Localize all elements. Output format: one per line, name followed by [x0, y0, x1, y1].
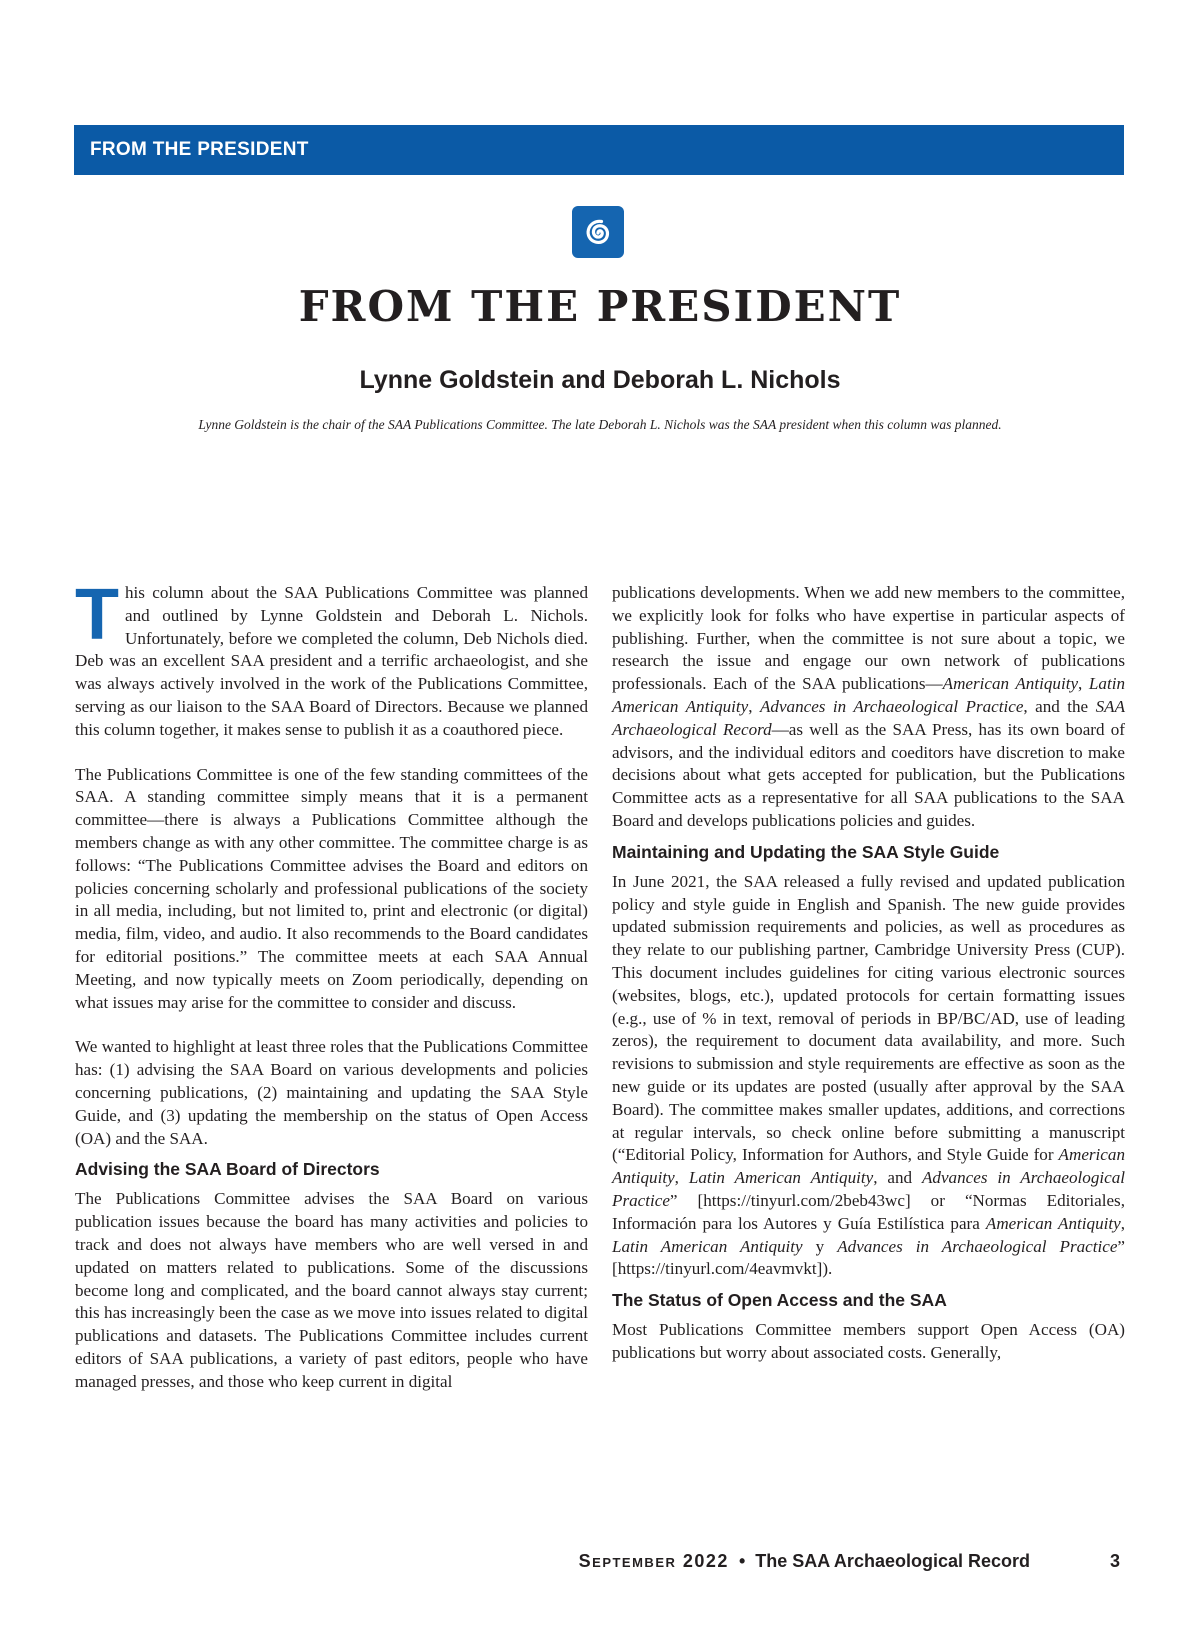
section-banner — [74, 125, 1124, 175]
paragraph: In June 2021, the SAA released a fully revised and updated publication policy and style guide in English and Spanish. The new guide provides updated submission requirements and policies, as well as procedures as they relate to our publishing partner, Cambridge University Press (CUP). This document includes guidelines for citing various electronic sources (websites, blogs, etc.), updated protocols for certain formatting issues (e.g., use of % in text, removal of periods in BP/BC/AD, use of leading zeros), the requirement to document data availability, and more. Such revisions to submission and style requirements are effective as soon as the new guide or its updates are posted (usually after approval by the SAA Board). The committee makes smaller updates, additions, and corrections at regular intervals, so check online before submitting a manuscript (“Editorial Policy, Information for Authors, and Style Guide for American Antiquity, Latin American Antiquity, and Advances in Archaeological Practice” [https://tinyurl.com/2beb43wc] or “Normas Editoriales, Información para los Autores y Guía Estilística para American Antiquity, Latin American Antiquity y Advances in Archaeological Practice” [https://tinyurl.com/4eavmvkt]). — [612, 871, 1126, 1279]
spiral-icon — [572, 206, 624, 258]
section-label: FROM THE PRESIDENT — [90, 139, 309, 160]
article-authors: Lynne Goldstein and Deborah L. Nichols — [359, 366, 841, 394]
paragraph-text: his column about the SAA Publications Committee was planned and outlined by Lynne Goldstein and Deborah L. Nichols. Unfortunately, before we completed the column, Deb Nichols died. Deb was an excellent SAA president and a terrific archaeologist, and she was always actively involved in the work of the Publications Committee, serving as our liaison to the SAA Board of Directors. Because we planned this column together, it makes sense to publish it as a coauthored piece. — [75, 583, 588, 739]
footer-journal: The SAA Archaeological Record — [755, 1551, 1030, 1571]
footer-bullet: • — [738, 1551, 746, 1571]
page-footer — [0, 1551, 1200, 1581]
paragraph: The Publications Committee is one of the few standing committees of the SAA. A standing committee simply means that it is a permanent committee—there is always a Publications Committee although the members change as with any other committee. The committee charge is as follows: “The Publications Committee advises the Board and editors on policies concerning scholarly and professional publications of the society in all media, including, but not limited to, print and electronic (or digital) media, film, video, and audio. It also recommends to the Board candidates for editorial positions.” The committee meets at each SAA Annual Meeting, and now typically meets on Zoom periodically, depending on what issues may arise for the committee to consider and discuss. — [75, 764, 588, 1012]
left-column — [75, 575, 588, 1416]
paragraph: We wanted to highlight at least three roles that the Publications Committee has: (1) advising the SAA Board on various developments and policies concerning publications, (2) maintaining and updating the SAA Style Guide, and (3) updating the membership on the status of Open Access (OA) and the SAA. — [75, 1037, 588, 1148]
page-number: 3 — [1110, 1551, 1121, 1571]
section-heading: Advising the SAA Board of Directors — [75, 1159, 380, 1180]
footer-issue — [579, 1551, 1030, 1572]
footer-month: September 2022 — [578, 1551, 729, 1571]
paragraph — [75, 575, 588, 742]
paragraph: Most Publications Committee members support Open Access (OA) publications but worry about associated costs. Generally, — [612, 1320, 1125, 1362]
paragraph: The Publications Committee advises the SAA Board on various publication issues because the board has many activities and policies to track and does not always have members who are well versed in and updated on matters related to publications. Some of the discussions become long and complicated, and the board cannot always stay current; this has increasingly been the case as we move into issues related to digital publications and datasets. The Publications Committee includes current editors of SAA publications, a variety of past editors, people who have managed presses, and those who keep current in digital — [75, 1189, 588, 1391]
drop-cap: T — [75, 575, 119, 655]
section-heading: The Status of Open Access and the SAA — [612, 1290, 947, 1311]
author-note: Lynne Goldstein is the chair of the SAA Publications Committee. The late Deborah L. Nichols was the SAA president when this column was planned. — [198, 417, 1002, 432]
paragraph: publications developments. When we add new members to the committee, we explicitly look for folks who have expertise in particular aspects of publishing. Further, when the committee is not sure about a topic, we research the issue and engage our own network of publications professionals. Each of the SAA publications—American Antiquity, Latin American Antiquity, Advances in Archaeological Practice, and the SAA Archaeological Record—as well as the SAA Press, has its own board of advisors, and the individual editors and coeditors have discretion to make decisions about what gets accepted for publication, but the Publications Committee acts as a representative for all SAA publications to the SAA Board and develops publications policies and guides. — [612, 583, 1126, 830]
section-heading: Maintaining and Updating the SAA Style Guide — [612, 841, 1000, 862]
article-title: FROM THE PRESIDENT — [298, 282, 902, 331]
right-column — [612, 582, 1125, 1387]
